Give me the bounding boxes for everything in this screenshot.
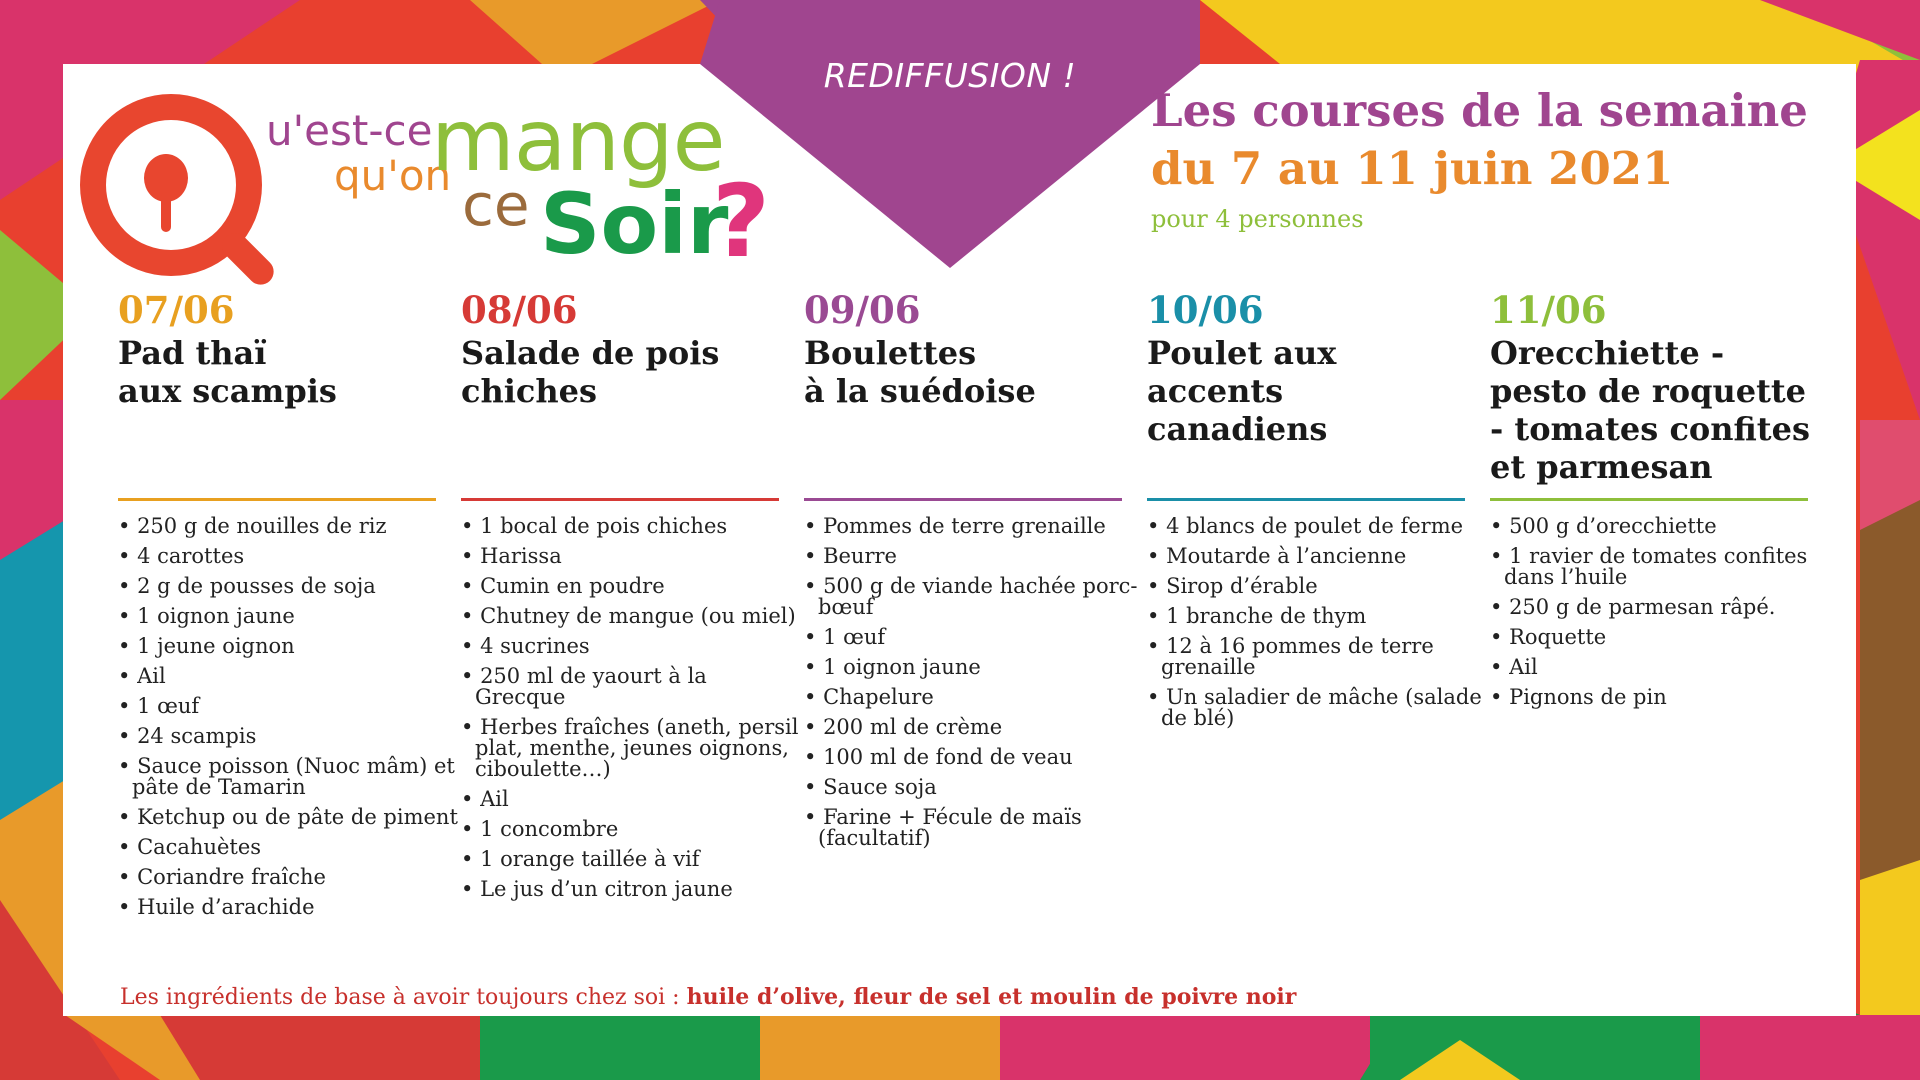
ingredient-item: • 1 jeune oignon [118, 636, 458, 657]
ingredient-item: • Roquette [1490, 627, 1830, 648]
day-date: 11/06 [1490, 288, 1607, 332]
day-divider [804, 498, 1122, 501]
date-range: du 7 au 11 juin 2021 [1151, 142, 1674, 195]
logo-text-6: ? [712, 163, 771, 280]
day-date: 10/06 [1147, 288, 1264, 332]
ingredient-item: • 100 ml de fond de veau [804, 747, 1144, 768]
ingredient-item: • Moutarde à l’ancienne [1147, 546, 1487, 567]
ingredient-item: • Le jus d’un citron jaune [461, 879, 801, 900]
logo-q-tail [217, 228, 279, 290]
ingredient-item: • Sauce soja [804, 777, 1144, 798]
ingredient-item: • Herbes fraîches (aneth, persil plat, menthe, jeunes oignons, ciboulette…) [461, 717, 801, 780]
ingredient-item: • 12 à 16 pommes de terre grenaille [1147, 636, 1487, 678]
ingredient-item: • Chapelure [804, 687, 1144, 708]
footer-label: Les ingrédients de base à avoir toujours chez soi : [120, 985, 687, 1010]
ingredient-item: • Ketchup ou de pâte de piment [118, 807, 458, 828]
ingredient-item: • Pignons de pin [1490, 687, 1830, 708]
ingredient-item: • Ail [1490, 657, 1830, 678]
ingredient-list [1490, 516, 1830, 717]
footer-note [120, 984, 1296, 1010]
ingredient-item: • 200 ml de crème [804, 717, 1144, 738]
day-column [804, 288, 1138, 850]
day-column [1147, 288, 1482, 730]
ingredient-item: • Cacahuètes [118, 837, 458, 858]
ingredient-item: • Chutney de mangue (ou miel) [461, 606, 801, 627]
servings-note: pour 4 personnes [1151, 205, 1364, 233]
ingredient-item: • 1 concombre [461, 819, 801, 840]
ingredient-item: • 1 orange taillée à vif [461, 849, 801, 870]
day-divider [118, 498, 436, 501]
ingredient-item: • 1 bocal de pois chiches [461, 516, 801, 537]
ingredient-item: • 24 scampis [118, 726, 458, 747]
day-column [1490, 288, 1810, 709]
ingredient-item: • 4 blancs de poulet de ferme [1147, 516, 1487, 537]
ingredient-item: • 1 branche de thym [1147, 606, 1487, 627]
ingredient-list [1147, 516, 1487, 738]
ingredient-item: • 4 sucrines [461, 636, 801, 657]
ingredient-item: • 1 ravier de tomates confites dans l’huile [1490, 546, 1830, 588]
ingredient-item: • 1 œuf [804, 627, 1144, 648]
rediffusion-label: REDIFFUSION ! [823, 56, 1077, 95]
dish-name: Pad thaï aux scampis [118, 334, 337, 410]
dish-name: Orecchiette - pesto de roquette - tomates confites et parmesan [1490, 334, 1810, 486]
day-divider [1490, 498, 1808, 501]
ingredient-item: • Ail [461, 789, 801, 810]
dish-name: Salade de pois chiches [461, 334, 720, 410]
dish-name: Boulettes à la suédoise [804, 334, 1036, 410]
ingredient-item: • Coriandre fraîche [118, 867, 458, 888]
ingredient-item: • Un saladier de mâche (salade de blé) [1147, 687, 1487, 729]
ingredient-item: • Ail [118, 666, 458, 687]
footer-items: huile d’olive, fleur de sel et moulin de poivre noir [686, 984, 1297, 1010]
ingredient-item: • 250 g de parmesan râpé. [1490, 597, 1830, 618]
day-date: 09/06 [804, 288, 921, 332]
ingredient-item: • 1 oignon jaune [118, 606, 458, 627]
ingredient-list [804, 516, 1144, 858]
ingredient-item: • Beurre [804, 546, 1144, 567]
ingredient-item: • Farine + Fécule de maïs (facultatif) [804, 807, 1144, 849]
dish-name: Poulet aux accents canadiens [1147, 334, 1337, 448]
ingredient-list [118, 516, 458, 927]
ingredient-item: • 2 g de pousses de soja [118, 576, 458, 597]
day-date: 07/06 [118, 288, 235, 332]
ingredient-item: • Sirop d’érable [1147, 576, 1487, 597]
logo-text-1: u'est-ce [266, 106, 433, 155]
ingredient-item: • 1 oignon jaune [804, 657, 1144, 678]
ingredient-list [461, 516, 801, 909]
ingredient-item: • 250 ml de yaourt à la Grecque [461, 666, 801, 708]
logo-text-3: mange [431, 91, 725, 191]
ingredient-item: • Huile d’arachide [118, 897, 458, 918]
show-logo [76, 92, 776, 282]
ingredient-item: • 500 g d’orecchiette [1490, 516, 1830, 537]
day-column [461, 288, 799, 901]
page-title: Les courses de la semaine [1151, 84, 1808, 137]
ingredient-item: • Harissa [461, 546, 801, 567]
logo-text-4: ce [462, 171, 530, 239]
spoon-icon [130, 152, 202, 232]
day-divider [1147, 498, 1465, 501]
logo-text-5: Soir [540, 175, 729, 273]
day-column [118, 288, 458, 919]
ingredient-item: • Cumin en poudre [461, 576, 801, 597]
ingredient-item: • Pommes de terre grenaille [804, 516, 1144, 537]
ingredient-item: • 4 carottes [118, 546, 458, 567]
ingredient-item: • 250 g de nouilles de riz [118, 516, 458, 537]
logo-text-2: qu'on [334, 151, 452, 200]
ingredient-item: • 1 œuf [118, 696, 458, 717]
ingredient-item: • Sauce poisson (Nuoc mâm) et pâte de Tamarin [118, 756, 458, 798]
day-date: 08/06 [461, 288, 578, 332]
day-divider [461, 498, 779, 501]
ingredient-item: • 500 g de viande hachée porc-bœuf [804, 576, 1144, 618]
